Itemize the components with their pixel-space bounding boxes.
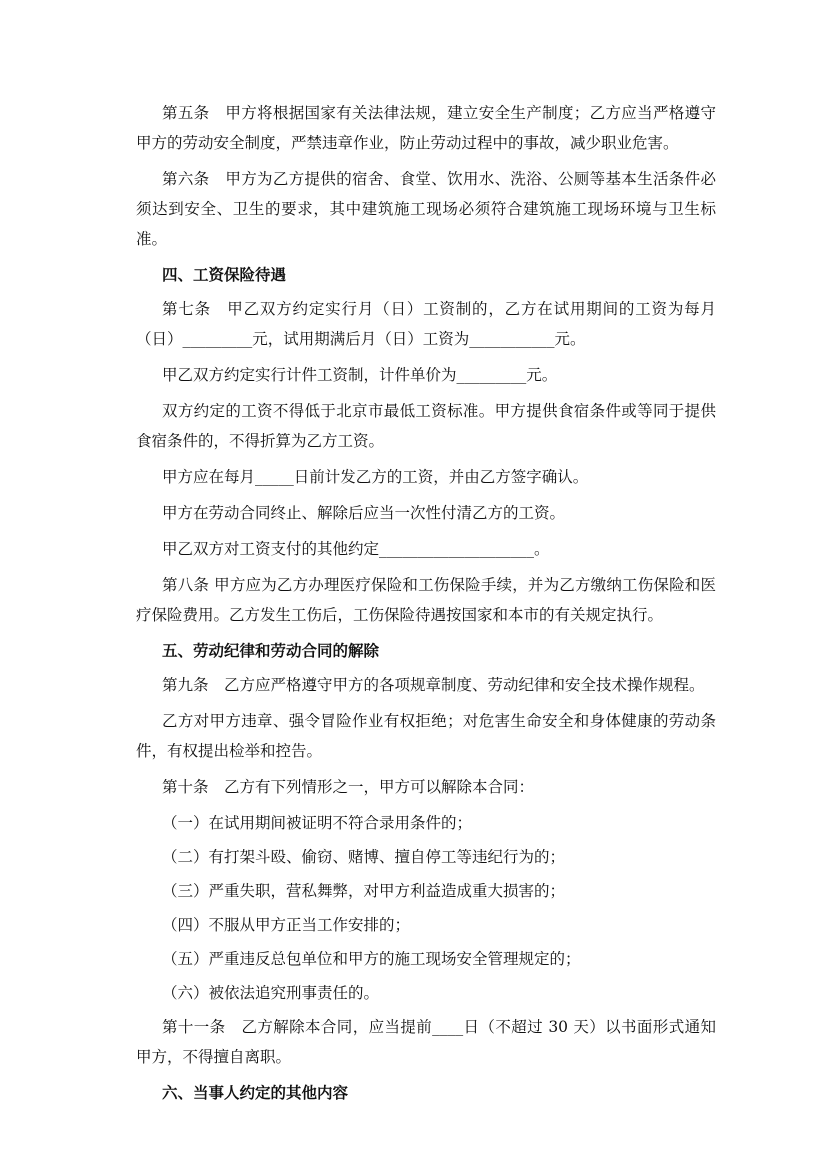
article-9: 第九条 乙方应严格遵守甲方的各项规章制度、劳动纪律和安全技术操作规程。 <box>162 676 705 694</box>
section-heading-wages: 四、工资保险待遇 <box>162 265 287 284</box>
list-item: （三）严重失职，营私舞弊，对甲方利益造成重大损害的； <box>162 882 566 900</box>
document-body <box>136 98 716 1112</box>
article-11: 第十一条 乙方解除本合同，应当提前____日（不超过 30 天）以书面形式通知甲方，不得擅自离职。 <box>136 1018 716 1066</box>
section-heading-discipline: 五、劳动纪律和劳动合同的解除 <box>162 641 380 660</box>
list-item: （六）被依法追究刑事责任的。 <box>162 984 380 1002</box>
article-8: 第八条 甲方应为乙方办理医疗保险和工伤保险手续，并为乙方缴纳工伤保险和医疗保险费用。乙方发生工伤后，工伤保险待遇按国家和本市的有关规定执行。 <box>136 576 716 624</box>
list-item: （二）有打架斗殴、偷窃、赌博、擅自停工等违纪行为的； <box>162 848 566 866</box>
article-7: 第七条 甲乙双方约定实行月（日）工资制的，乙方在试用期间的工资为每月（日）_________元，试用期满后月（日）工资为___________元。 <box>136 300 716 348</box>
pay-date-clause: 甲方应在每月_____日前计发乙方的工资，并由乙方签字确认。 <box>162 468 589 486</box>
article-6: 第六条 甲方为乙方提供的宿舍、食堂、饮用水、洗浴、公厕等基本生活条件必须达到安全、卫生的要求，其中建筑施工现场必须符合建筑施工现场环境与卫生标准。 <box>136 170 716 248</box>
section-heading-other: 六、当事人约定的其他内容 <box>162 1083 349 1102</box>
list-item: （一）在试用期间被证明不符合录用条件的； <box>162 814 473 832</box>
list-item: （五）严重违反总包单位和甲方的施工现场安全管理规定的； <box>162 950 581 968</box>
refusal-right-clause: 乙方对甲方违章、强令冒险作业有权拒绝；对危害生命安全和身体健康的劳动条件，有权提出检举和控告。 <box>136 712 716 760</box>
article-10: 第十条 乙方有下列情形之一，甲方可以解除本合同： <box>162 778 535 796</box>
piece-rate-clause: 甲乙双方约定实行计件工资制，计件单价为_________元。 <box>162 366 558 384</box>
article-5: 第五条 甲方将根据国家有关法律法规，建立安全生产制度；乙方应当严格遵守甲方的劳动安全制度，严禁违章作业，防止劳动过程中的事故，减少职业危害。 <box>136 104 716 152</box>
minimum-wage-clause: 双方约定的工资不得低于北京市最低工资标准。甲方提供食宿条件或等同于提供食宿条件的，不得折算为乙方工资。 <box>136 402 716 450</box>
list-item: （四）不服从甲方正当工作安排的； <box>162 916 411 934</box>
final-pay-clause: 甲方在劳动合同终止、解除后应当一次性付清乙方的工资。 <box>162 504 566 522</box>
other-pay-clause: 甲乙双方对工资支付的其他约定____________________。 <box>162 540 550 558</box>
